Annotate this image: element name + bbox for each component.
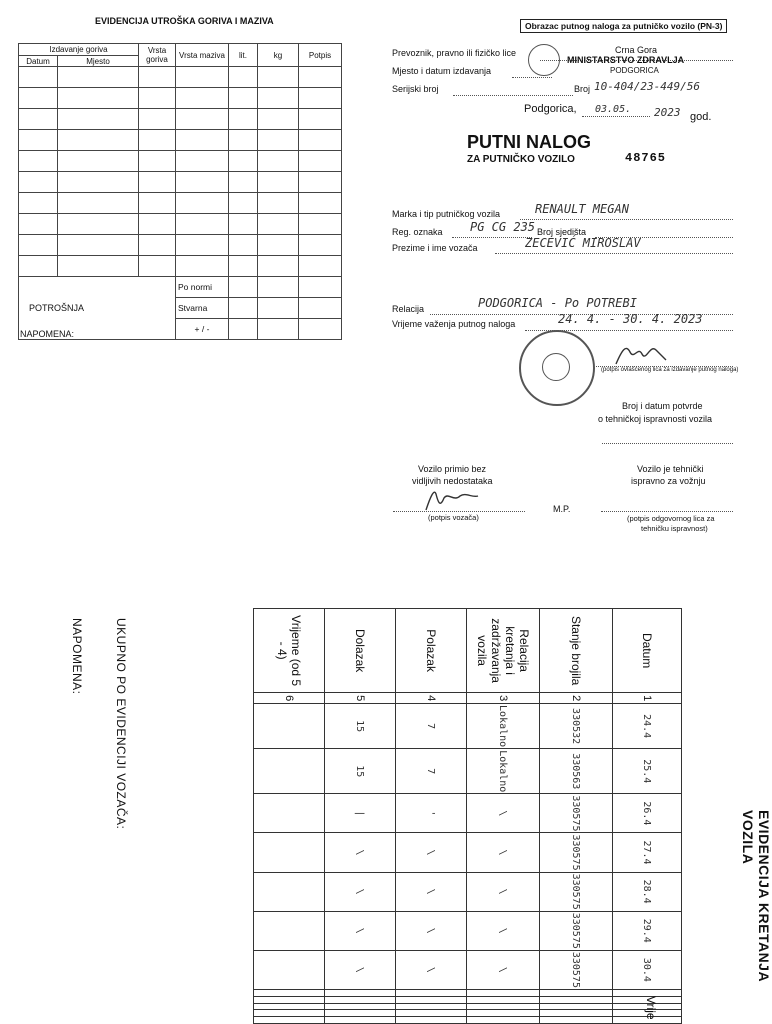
log-field-row — [467, 609, 540, 1024]
log-field-label: Dolazak — [325, 609, 396, 693]
log-empty-cell — [254, 1017, 325, 1024]
fuel-row — [19, 214, 342, 235]
log-cell: \ — [396, 911, 467, 950]
broj-value: 10-404/23-449/56 — [594, 80, 700, 93]
log-field-row — [325, 609, 396, 1024]
vozac-label: Prezime i ime vozača — [392, 243, 478, 253]
log-cell: 7 — [396, 749, 467, 794]
log-cell — [254, 833, 325, 872]
vrije-partial: Vrije — [644, 996, 658, 1020]
log-cell: 27.4 — [613, 833, 682, 872]
log-empty-cell — [396, 1010, 467, 1017]
izdavanje-header: Izdavanje goriva — [19, 44, 139, 56]
fuel-row — [19, 256, 342, 277]
log-cell: 15 — [325, 749, 396, 794]
log-cell: 28.4 — [613, 872, 682, 911]
log-field-label: Datum — [613, 609, 682, 693]
fuel-row — [19, 172, 342, 193]
log-empty-cell — [325, 1010, 396, 1017]
official-stamp — [519, 330, 595, 406]
lit-header: lit. — [229, 44, 258, 67]
relacija-label: Relacija — [392, 304, 425, 314]
page-title: PUTNI NALOG — [467, 132, 591, 152]
log-cell: \ — [325, 872, 396, 911]
ministry-stamp-emblem — [528, 44, 560, 76]
log-empty-cell — [254, 989, 325, 996]
log-field-number: 2 — [540, 693, 613, 704]
form-code-box: Obrazac putnog naloga za putničko vozilo (PN-3) — [520, 19, 727, 33]
log-field-number: 1 — [613, 693, 682, 704]
fuel-row — [19, 109, 342, 130]
mjesto-label: Mjesto i datum izdavanja — [392, 66, 492, 76]
movement-napomena: NAPOMENA: — [70, 618, 84, 695]
log-field-row — [540, 609, 613, 1024]
log-field-number: 4 — [396, 693, 467, 704]
log-cell: 29.4 — [613, 911, 682, 950]
movement-log-area — [0, 596, 772, 1024]
log-empty-cell — [467, 1003, 540, 1010]
log-cell — [254, 704, 325, 749]
log-empty-cell — [325, 1017, 396, 1024]
driver-signature — [420, 484, 480, 514]
log-cell — [254, 911, 325, 950]
log-field-number: 3 — [467, 693, 540, 704]
log-cell: \ — [467, 950, 540, 989]
fuel-row — [19, 151, 342, 172]
datum-header: Datum — [19, 56, 58, 67]
log-field-label: Stanje brojila — [540, 609, 613, 693]
log-empty-cell — [467, 989, 540, 996]
log-cell: 330575 — [540, 794, 613, 833]
log-cell: 15 — [325, 704, 396, 749]
log-empty-cell — [325, 989, 396, 996]
fuel-row — [19, 130, 342, 151]
movement-log-title: EVIDENCIJA KRETANJA VOZILA — [740, 810, 772, 982]
ispravno-line2: ispravno za vožnju — [631, 476, 706, 486]
year-value: 2023 — [654, 106, 681, 119]
log-cell — [254, 794, 325, 833]
city-label: Podgorica, — [524, 103, 577, 115]
marka-value: RENAULT MEGAN — [535, 202, 629, 216]
log-field-row — [396, 609, 467, 1024]
log-cell: \ — [467, 872, 540, 911]
log-cell: \ — [396, 950, 467, 989]
log-empty-cell — [396, 1017, 467, 1024]
potpis-ovlascenog: (potpis ovlašćenog lica za izdavanje putnog naloga) — [601, 367, 739, 373]
log-cell: \ — [467, 833, 540, 872]
log-cell: 7 — [396, 704, 467, 749]
log-field-number: 5 — [325, 693, 396, 704]
stamp-country: Crna Gora — [615, 45, 658, 55]
fuel-row — [19, 235, 342, 256]
marka-label: Marka i tip putničkog vozila — [392, 209, 501, 219]
vrijeme-value: 24. 4. - 30. 4. 2023 — [558, 312, 703, 326]
log-empty-cell — [325, 1003, 396, 1010]
prevoznik-label: Prevoznik, pravno ili fizičko lice — [392, 48, 517, 58]
primio-line1: Vozilo primio bez — [418, 464, 487, 474]
log-cell: 330575 — [540, 950, 613, 989]
fuel-row — [19, 67, 342, 88]
broj-label: Broj — [574, 84, 591, 94]
mp-label: M.P. — [553, 504, 571, 514]
log-cell: 24.4 — [613, 704, 682, 749]
potpis-header: Potpis — [299, 44, 342, 67]
log-cell — [254, 749, 325, 794]
log-cell: \ — [325, 950, 396, 989]
stvarna-label: Stvarna — [176, 298, 229, 319]
log-cell: 330575 — [540, 833, 613, 872]
tehnicka-line1: Broj i datum potvrde — [622, 401, 703, 411]
sjediste-label: Broj sjedišta — [537, 227, 587, 237]
log-cell: 30.4 — [613, 950, 682, 989]
page-subtitle: ZA PUTNIČKO VOZILO — [467, 154, 575, 165]
reg-value: PG CG 235 — [470, 220, 536, 234]
log-empty-cell — [540, 1003, 613, 1010]
log-empty-cell — [467, 1017, 540, 1024]
log-field-row — [613, 609, 682, 1024]
vrsta-maziva-header: Vrsta maziva — [176, 44, 229, 67]
form-number: 48765 — [625, 151, 667, 165]
log-empty-cell — [467, 996, 540, 1003]
movement-log-table — [253, 608, 682, 1024]
potpis-vozaca: (potpis vozača) — [428, 513, 479, 522]
reg-label: Reg. oznaka — [392, 227, 443, 237]
potpis-odg-line1: (potpis odgovornog lica za — [627, 514, 715, 523]
stamp-city: PODGORICA — [610, 66, 659, 75]
log-cell: \ — [396, 872, 467, 911]
log-empty-cell — [396, 989, 467, 996]
potpis-odg-line2: tehničku ispravnost) — [641, 524, 708, 533]
log-cell: \ — [325, 911, 396, 950]
log-field-number: 6 — [254, 693, 325, 704]
log-cell: 330532 — [540, 704, 613, 749]
vrijeme-label: Vrijeme važenja putnog naloga — [392, 319, 516, 329]
date-value: 03.05. — [595, 104, 632, 115]
log-cell — [254, 872, 325, 911]
log-cell: 330575 — [540, 911, 613, 950]
stamp-ministry: MINISTARSTVO ZDRAVLJA — [567, 55, 685, 65]
mjesto-header: Mjesto — [58, 56, 139, 67]
tehnicka-line2: o tehničkoj ispravnosti vozila — [598, 414, 713, 424]
log-cell: \ — [467, 911, 540, 950]
fuel-log-table — [18, 43, 342, 340]
log-empty-cell — [396, 1003, 467, 1010]
stamp-emblem — [542, 353, 570, 381]
log-empty-cell — [325, 996, 396, 1003]
log-cell: Lokalno — [467, 704, 540, 749]
log-cell: \ — [396, 833, 467, 872]
log-cell — [254, 950, 325, 989]
ispravno-line1: Vozilo je tehnički — [637, 464, 704, 474]
log-cell: 330575 — [540, 872, 613, 911]
log-empty-cell — [540, 1010, 613, 1017]
log-cell: Lokalno — [467, 749, 540, 794]
log-cell: 26.4 — [613, 794, 682, 833]
log-empty-cell — [396, 996, 467, 1003]
log-cell: 330563 — [540, 749, 613, 794]
log-empty-cell — [467, 1010, 540, 1017]
log-empty-cell — [254, 1010, 325, 1017]
log-empty-cell — [540, 1017, 613, 1024]
log-field-label: Polazak — [396, 609, 467, 693]
log-field-row — [254, 609, 325, 1024]
log-cell: \ — [467, 794, 540, 833]
log-field-label: Relacija kretanja i zadržavanja vozila — [467, 609, 540, 693]
primio-line2: vidljivih nedostataka — [412, 476, 493, 486]
vozac-value: ZECEVIĆ MIROSLAV — [525, 236, 641, 250]
log-cell: ' — [396, 794, 467, 833]
log-cell: | — [325, 794, 396, 833]
relacija-value: PODGORICA - Po POTREBI — [478, 296, 637, 310]
plus-minus-label: + / - — [176, 319, 229, 340]
vrsta-goriva-header: Vrsta goriva — [139, 44, 176, 67]
log-cell: \ — [325, 833, 396, 872]
log-empty-cell — [540, 989, 613, 996]
fuel-row — [19, 193, 342, 214]
log-empty-cell — [254, 1003, 325, 1010]
fuel-napomena: NAPOMENA: — [20, 329, 75, 339]
serijski-label: Serijski broj — [392, 84, 439, 94]
fuel-log-title: EVIDENCIJA UTROŠKA GORIVA I MAZIVA — [95, 16, 274, 26]
ukupno-label: UKUPNO PO EVIDENCIJI VOZAČA: — [114, 618, 128, 830]
log-empty-cell — [540, 996, 613, 1003]
kg-header: kg — [258, 44, 299, 67]
log-empty-cell — [254, 996, 325, 1003]
log-cell: 25.4 — [613, 749, 682, 794]
fuel-row — [19, 88, 342, 109]
potrosnja-label: POTROŠNJA — [19, 277, 176, 340]
log-field-label: Vrijeme (od 5 - 4) — [254, 609, 325, 693]
god-label: god. — [690, 111, 712, 123]
po-normi-label: Po normi — [176, 277, 229, 298]
